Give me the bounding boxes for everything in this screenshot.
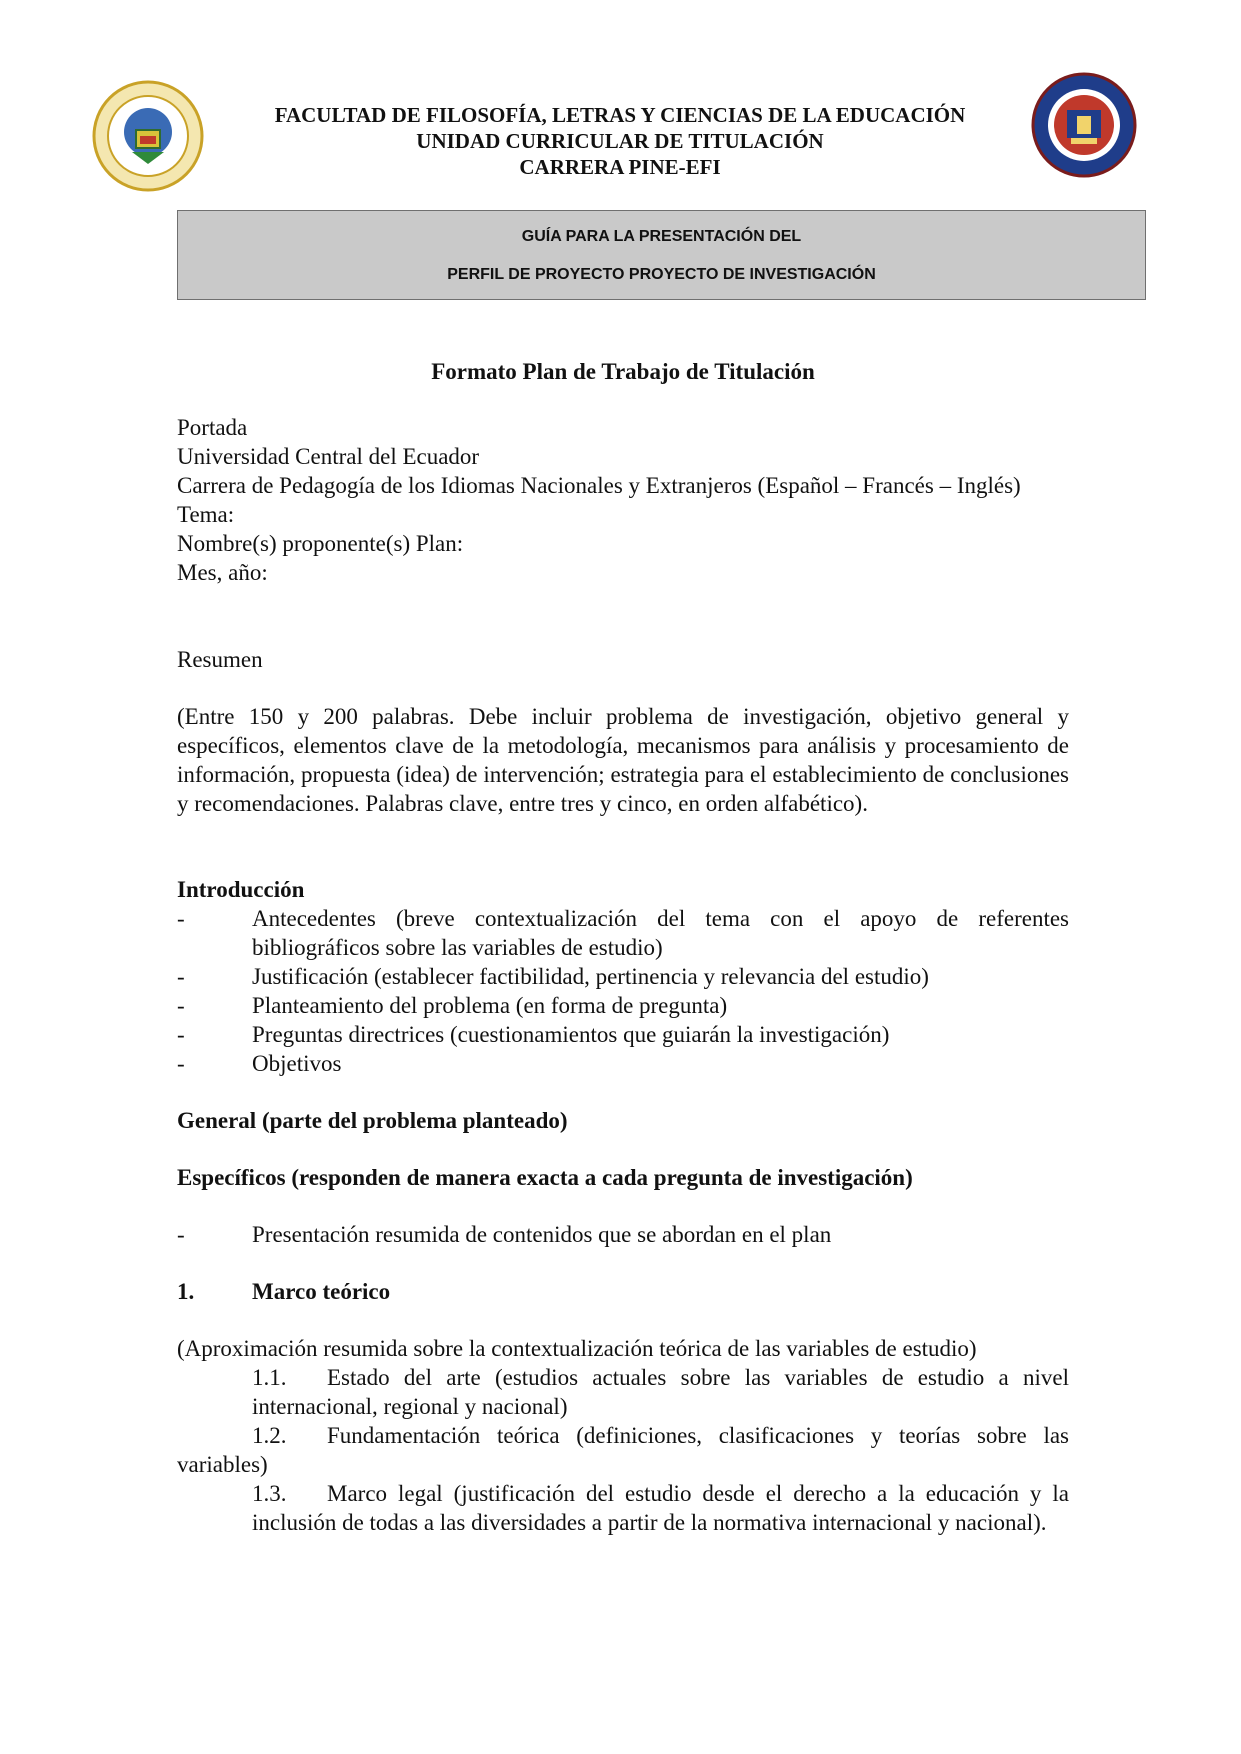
objetivos-especificos: Específicos (responden de manera exacta a cada pregunta de investigación) bbox=[177, 1165, 913, 1190]
sub-item-text: Marco legal (justificación del estudio desde el derecho a la educación y la inclusión de todas a las diversidades a partir de la normativa internacional y nacional). bbox=[252, 1481, 1069, 1535]
list-item-text: Planteamiento del problema (en forma de pregunta) bbox=[252, 993, 728, 1018]
list-item-text: Preguntas directrices (cuestionamientos que guiarán la investigación) bbox=[252, 1022, 890, 1047]
banner-line-1: GUÍA PARA LA PRESENTACIÓN DEL bbox=[521, 228, 802, 245]
sub-item bbox=[252, 1363, 1069, 1421]
faculty-name: FACULTAD DE FILOSOFÍA, LETRAS Y CIENCIAS DE LA EDUCACIÓN bbox=[274, 103, 966, 127]
dash-marker: - bbox=[177, 1022, 185, 1047]
objetivo-general: General (parte del problema planteado) bbox=[177, 1108, 568, 1133]
cover-section bbox=[177, 413, 1069, 587]
resumen-text: (Entre 150 y 200 palabras. Debe incluir problema de investigación, objetivo general y específicos, elementos clave de la metodología, mecanismos para análisis y procesamiento de información, propuesta (idea) de intervención; estrategia para el establecimiento de conclusiones y recomendaciones. Palabras clave, entre tres y cinco, en orden alfabético). bbox=[177, 704, 1069, 816]
list-item bbox=[177, 1049, 1069, 1078]
dash-marker: - bbox=[177, 1051, 185, 1076]
sub-item-number: 1.1. bbox=[252, 1365, 287, 1390]
list-item bbox=[177, 962, 1069, 991]
introduccion-heading: Introducción bbox=[177, 877, 305, 902]
introduccion-section bbox=[177, 875, 1069, 1078]
cover-line: Nombre(s) proponente(s) Plan: bbox=[177, 531, 464, 556]
sub-item-number: 1.3. bbox=[252, 1481, 287, 1506]
sub-item bbox=[252, 1479, 1069, 1537]
marco-heading bbox=[177, 1277, 1069, 1306]
faculty-seal-icon bbox=[1031, 72, 1137, 178]
resumen-heading: Resumen bbox=[177, 647, 263, 672]
sub-item-text: Fundamentación teórica (definiciones, clasificaciones y teorías sobre las variables) bbox=[177, 1423, 1069, 1477]
dash-marker: - bbox=[177, 1222, 185, 1247]
list-item-text: Presentación resumida de contenidos que se abordan en el plan bbox=[252, 1222, 832, 1247]
list-item bbox=[177, 904, 1069, 962]
cover-line: Universidad Central del Ecuador bbox=[177, 444, 480, 469]
presentacion-item bbox=[177, 1220, 1069, 1249]
dash-marker: - bbox=[177, 964, 185, 989]
document-title: Formato Plan de Trabajo de Titulación bbox=[431, 359, 815, 384]
cover-line: Carrera de Pedagogía de los Idiomas Nacionales y Extranjeros (Español – Francés – Inglés) bbox=[177, 473, 1021, 498]
marco-intro: (Aproximación resumida sobre la contextualización teórica de las variables de estudio) bbox=[177, 1336, 977, 1361]
cover-line: Mes, año: bbox=[177, 560, 268, 585]
marco-section bbox=[177, 1334, 1069, 1537]
university-seal-icon bbox=[92, 80, 204, 192]
institution-header bbox=[230, 102, 1010, 180]
list-item-text: Objetivos bbox=[252, 1051, 342, 1076]
dash-marker: - bbox=[177, 993, 185, 1018]
program-name: CARRERA PINE-EFI bbox=[519, 155, 721, 179]
sub-item-number: 1.2. bbox=[252, 1423, 287, 1448]
cover-line: Portada bbox=[177, 415, 248, 440]
sub-item-text: Estado del arte (estudios actuales sobre las variables de estudio a nivel internacional, regional y nacional) bbox=[252, 1365, 1069, 1419]
list-item bbox=[177, 991, 1069, 1020]
list-item-text: Justificación (establecer factibilidad, pertinencia y relevancia del estudio) bbox=[252, 964, 929, 989]
dash-marker: - bbox=[177, 906, 185, 931]
list-item-text: Antecedentes (breve contextualización del tema con el apoyo de referentes bibliográficos sobre las variables de estudio) bbox=[252, 906, 1069, 960]
list-item bbox=[177, 1020, 1069, 1049]
section-number: 1. bbox=[177, 1279, 195, 1304]
sub-item bbox=[177, 1421, 1069, 1479]
guide-banner bbox=[177, 210, 1146, 300]
banner-line-2: PERFIL DE PROYECTO PROYECTO DE INVESTIGACIÓN bbox=[447, 266, 876, 283]
unit-name: UNIDAD CURRICULAR DE TITULACIÓN bbox=[416, 129, 824, 153]
section-title: Marco teórico bbox=[252, 1279, 391, 1304]
cover-line: Tema: bbox=[177, 502, 235, 527]
